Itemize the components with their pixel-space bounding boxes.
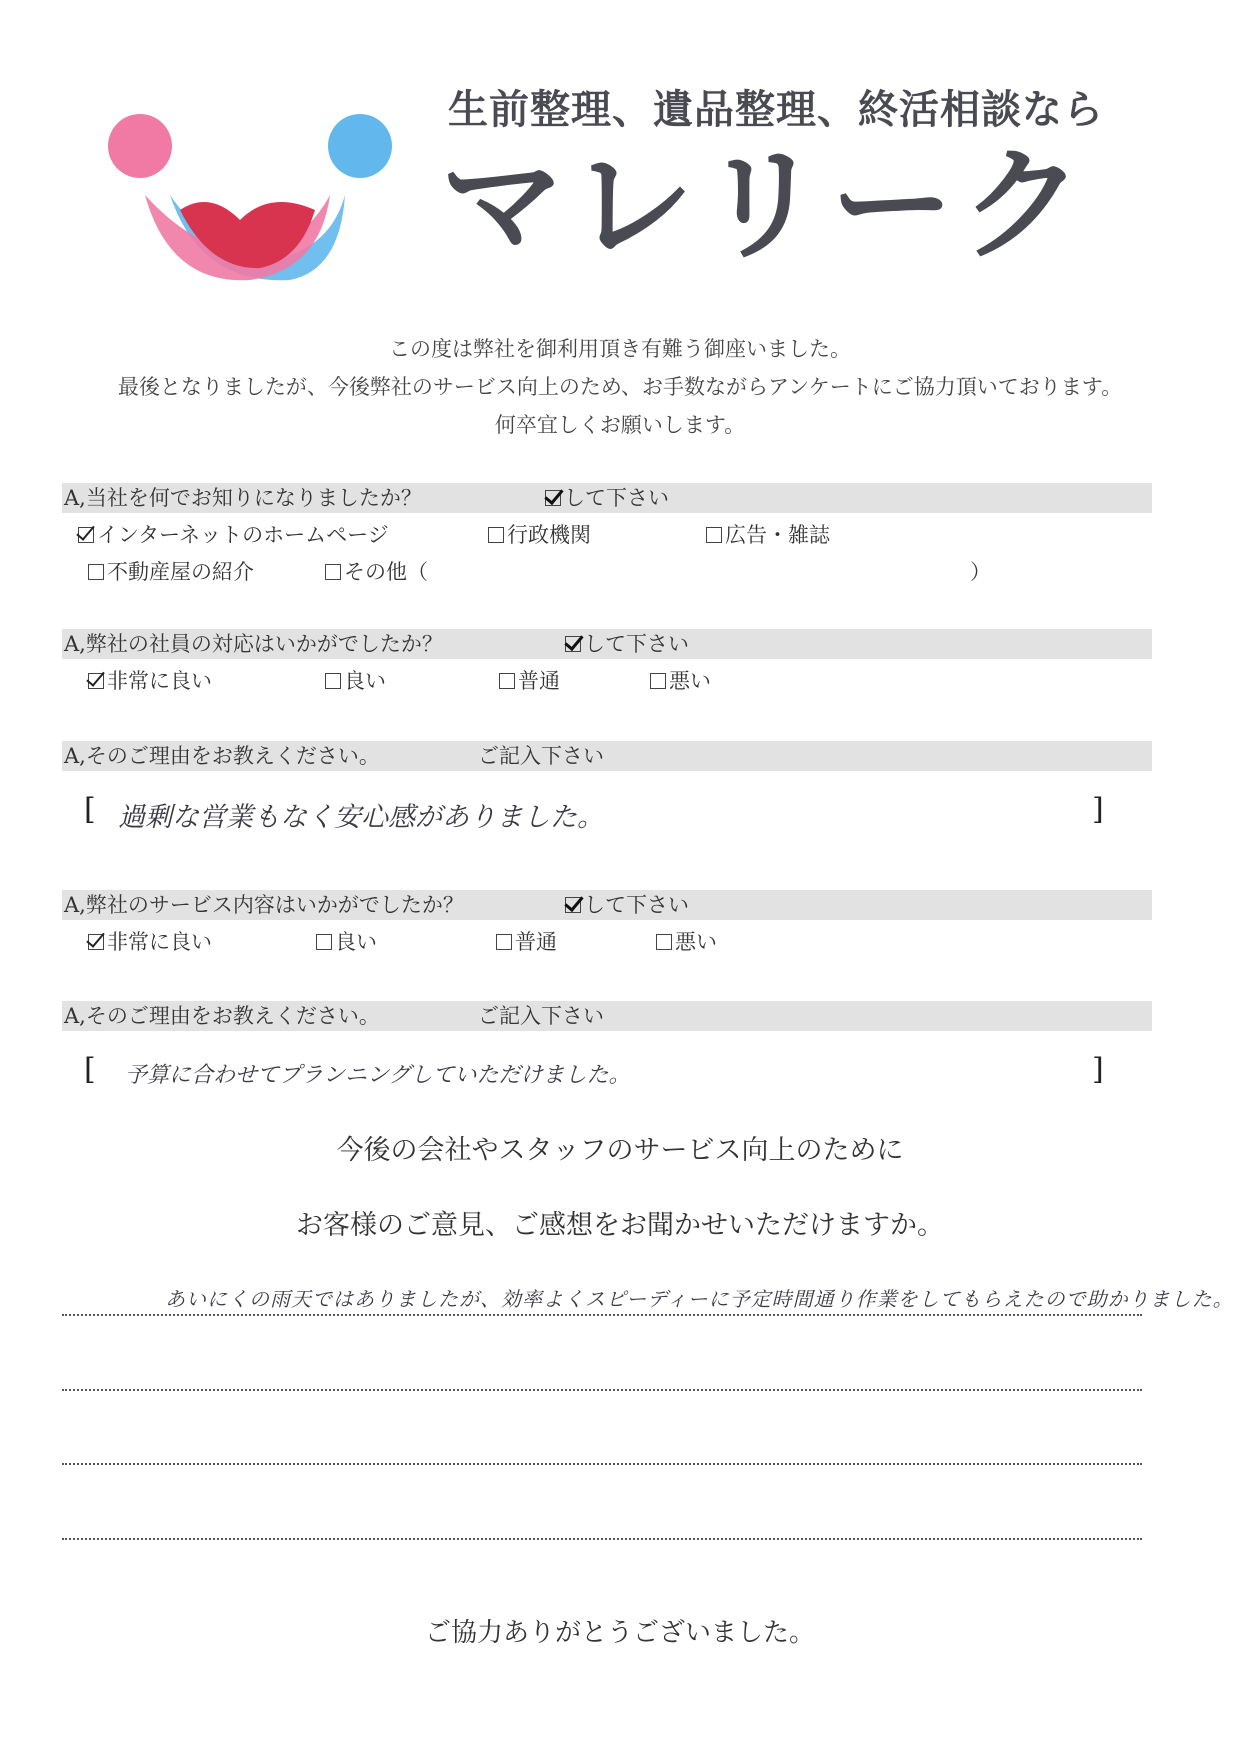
comment-line-1[interactable] xyxy=(62,1314,1142,1316)
checkbox-icon[interactable] xyxy=(499,673,515,689)
checkbox-checked-icon[interactable] xyxy=(88,673,104,689)
q3-hint: ご記入下さい xyxy=(478,744,604,768)
q4-hint: して下さい xyxy=(565,890,689,920)
checkbox-icon[interactable] xyxy=(325,673,341,689)
q4-option-very-good[interactable]: 非常に良い xyxy=(88,927,212,957)
checkbox-checked-icon[interactable] xyxy=(88,934,104,950)
q1-option-ads[interactable]: 広告・雑誌 xyxy=(706,520,830,550)
q2-option-normal[interactable]: 普通 xyxy=(499,666,560,696)
q2-option-bad[interactable]: 悪い xyxy=(650,666,711,696)
q5-hint: ご記入下さい xyxy=(478,1004,604,1028)
checkbox-checked-icon[interactable] xyxy=(78,527,94,543)
q1-option-government[interactable]: 行政機関 xyxy=(488,520,591,550)
q3-bracket-open: [ xyxy=(84,792,96,827)
brand-name: マレリーク xyxy=(440,134,1091,278)
q5-answer[interactable]: 予算に合わせてプランニングしていただけました。 xyxy=(125,1063,631,1088)
closing-line-2: お客様のご意見、ご感想をお聞かせいただけますか。 xyxy=(296,1210,944,1241)
checkbox-icon[interactable] xyxy=(656,934,672,950)
comment-line-4[interactable] xyxy=(62,1538,1142,1540)
q1-other-close: ） xyxy=(970,560,991,584)
intro-line-3: 何卒宜しくお願いします。 xyxy=(494,413,746,437)
q3-answer[interactable]: 過剰な営業もなく安心感がありました。 xyxy=(118,802,604,833)
checkbox-icon[interactable] xyxy=(496,934,512,950)
checkbox-icon[interactable] xyxy=(488,527,504,543)
intro-line-2: 最後となりましたが、今後弊社のサービス向上のため、お手数ながらアンケートにご協力頂いております。 xyxy=(117,375,1123,399)
q1-question: A,当社を何でお知りになりましたか？ xyxy=(64,486,422,510)
q1-option-internet[interactable]: インターネットのホームページ xyxy=(78,520,389,550)
q5-bracket-open: [ xyxy=(84,1052,96,1087)
thanks-message: ご協力ありがとうございました。 xyxy=(424,1618,815,1648)
q1-option-other[interactable]: その他（ xyxy=(325,557,428,587)
q4-question: A,弊社のサービス内容はいかがでしたか？ xyxy=(64,893,464,917)
company-logo xyxy=(100,110,400,285)
comment-line-2[interactable] xyxy=(62,1389,1142,1391)
header-tagline: 生前整理、遺品整理、終活相談なら xyxy=(448,87,1104,133)
q2-option-very-good[interactable]: 非常に良い xyxy=(88,666,212,696)
q3-question: A,そのご理由をお教えください。 xyxy=(64,744,380,768)
q2-option-good[interactable]: 良い xyxy=(325,666,386,696)
q2-hint: して下さい xyxy=(565,629,689,659)
check-sample-icon xyxy=(565,636,581,652)
q3-bracket-close: ] xyxy=(1092,792,1104,827)
q5-question: A,そのご理由をお教えください。 xyxy=(64,1004,380,1028)
logo-blue-dot xyxy=(328,114,392,178)
logo-pink-dot xyxy=(108,114,172,178)
q4-option-good[interactable]: 良い xyxy=(316,927,377,957)
check-sample-icon xyxy=(565,897,581,913)
q5-bracket-close: ] xyxy=(1092,1052,1104,1087)
checkbox-icon[interactable] xyxy=(88,564,104,580)
customer-comment[interactable]: あいにくの雨天ではありましたが、効率よくスピーディーに予定時間通り作業をしてもらえたので助かりました。 xyxy=(165,1287,1234,1311)
checkbox-icon[interactable] xyxy=(650,673,666,689)
checkbox-icon[interactable] xyxy=(706,527,722,543)
q4-option-normal[interactable]: 普通 xyxy=(496,927,557,957)
comment-line-3[interactable] xyxy=(62,1463,1142,1465)
q4-option-bad[interactable]: 悪い xyxy=(656,927,717,957)
q2-question: A,弊社の社員の対応はいかがでしたか？ xyxy=(64,632,443,656)
check-sample-icon xyxy=(545,490,561,506)
q1-option-realestate[interactable]: 不動産屋の紹介 xyxy=(88,557,254,587)
intro-line-1: この度は弊社を御利用頂き有難う御座いました。 xyxy=(389,337,851,361)
closing-line-1: 今後の会社やスタッフのサービス向上のために xyxy=(336,1135,904,1166)
intro-text xyxy=(0,330,1240,444)
checkbox-icon[interactable] xyxy=(316,934,332,950)
q1-hint: して下さい xyxy=(545,483,669,513)
checkbox-icon[interactable] xyxy=(325,564,341,580)
